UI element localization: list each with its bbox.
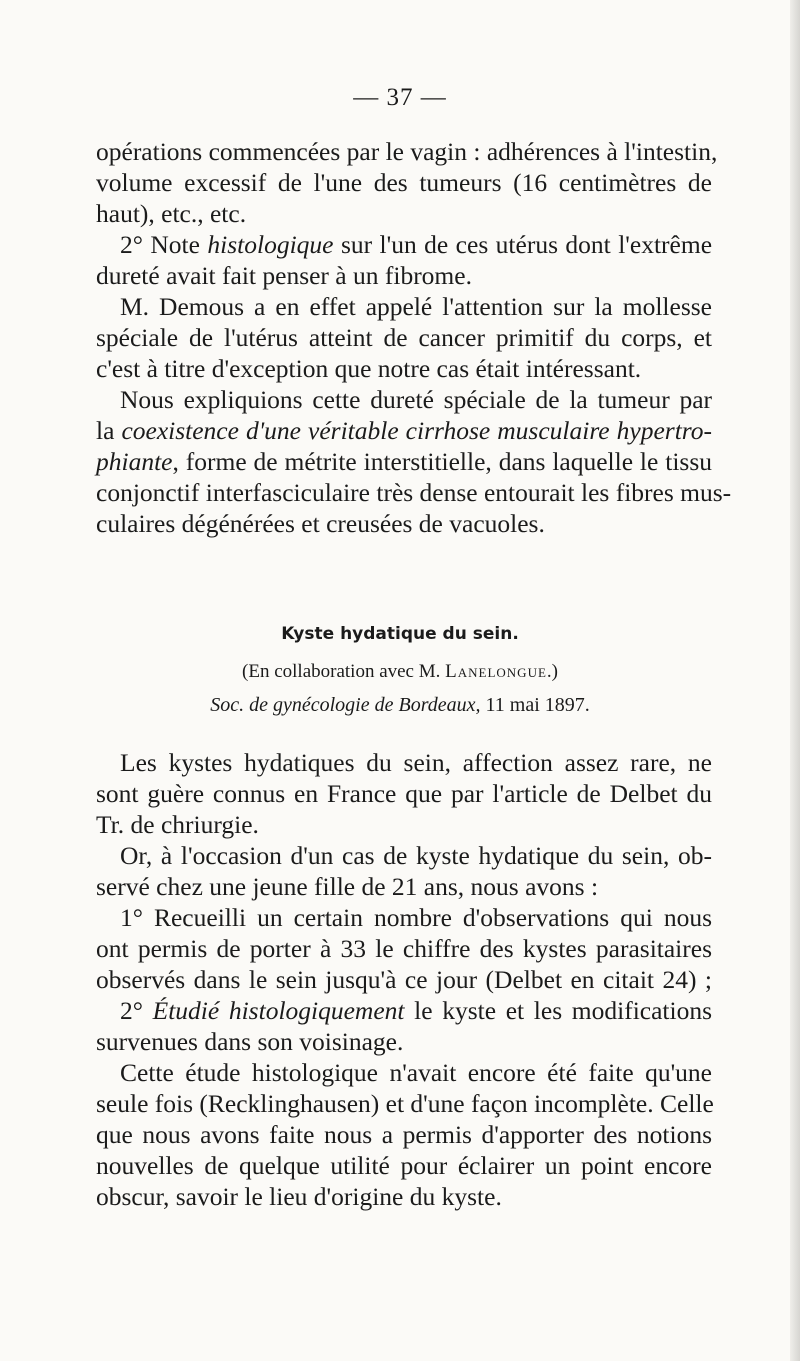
collaborator-name: Lanelongue xyxy=(445,661,547,682)
text-line: la coexistence d'une véritable cirrhose musculaire hypertro- xyxy=(96,416,713,445)
text-line: Cette étude histologique n'avait encore été faite qu'une xyxy=(120,1058,712,1087)
text-line: c'est à titre d'exception que notre cas était intéressant. xyxy=(96,354,642,383)
publication-reference: Soc. de gynécologie de Bordeaux, 11 mai 1897. xyxy=(210,694,590,716)
text-line: 2° Note histologique sur l'un de ces utérus dont l'extrême xyxy=(120,230,713,259)
text-line: 2° Étudié histologiquement le kyste et les modifications xyxy=(120,996,713,1025)
text-line: Tr. de chriurgie. xyxy=(96,810,259,839)
text-line: phiante, forme de métrite interstitielle, dans laquelle le tissu xyxy=(96,447,712,476)
italic-term: phiante xyxy=(96,447,173,476)
text-line: dureté avait fait penser à un fibrome. xyxy=(96,261,472,290)
text-line: que nous avons faite nous a permis d'apporter des notions xyxy=(96,1120,712,1149)
text-line: survenues dans son voisinage. xyxy=(96,1027,404,1056)
italic-term: histologique xyxy=(207,230,334,259)
italic-term: Étudié histologiquement xyxy=(152,996,405,1025)
text-line: sont guère connus en France que par l'article de Delbet du xyxy=(96,779,712,808)
text-line: obscur, savoir le lieu d'origine du kyste. xyxy=(96,1182,502,1211)
text-line: volume excessif de l'une des tumeurs (16 centimètres de xyxy=(96,168,712,197)
text-line: M. Demous a en effet appelé l'attention sur la mollesse xyxy=(120,292,712,321)
text-line: spéciale de l'utérus atteint de cancer primitif du corps, et xyxy=(96,323,712,352)
text-line: nouvelles de quelque utilité pour éclairer un point encore xyxy=(96,1151,712,1180)
text-block-bottom xyxy=(96,747,712,1212)
text-block-top xyxy=(96,136,732,539)
section-heading: Kyste hydatique du sein. xyxy=(281,624,519,644)
society-name: Soc. de gynécologie de Bordeaux, xyxy=(210,694,481,716)
text-line: seule fois (Recklinghausen) et d'une façon incomplète. Celle xyxy=(96,1089,714,1118)
text-line: Nous expliquions cette dureté spéciale de la tumeur par xyxy=(120,385,712,414)
text-line: culaires dégénérées et creusées de vacuoles. xyxy=(96,509,545,538)
page-number: — 37 — xyxy=(353,84,447,111)
text-line: Or, à l'occasion d'un cas de kyste hydatique du sein, ob- xyxy=(120,841,712,870)
text-line: ont permis de porter à 33 le chiffre des kystes parasitaires xyxy=(96,934,712,963)
text-line: conjonctif interfasciculaire très dense entourait les fibres mus- xyxy=(96,478,732,507)
italic-term: coexistence d'une véritable cirrhose musculaire hypertro- xyxy=(121,416,713,445)
text-line: Les kystes hydatiques du sein, affection assez rare, ne xyxy=(120,748,712,777)
text-line: haut), etc., etc. xyxy=(96,199,247,228)
text-line: opérations commencées par le vagin : adhérences à l'intestin, xyxy=(96,137,718,166)
text-line: 1° Recueilli un certain nombre d'observations qui nous xyxy=(120,903,712,932)
text-line: observés dans le sein jusqu'à ce jour (Delbet en citait 24) ; xyxy=(96,965,712,994)
collaboration-note: (En collaboration avec M. Lanelongue.) xyxy=(242,661,558,682)
text-line: servé chez une jeune fille de 21 ans, nous avons : xyxy=(96,872,599,901)
